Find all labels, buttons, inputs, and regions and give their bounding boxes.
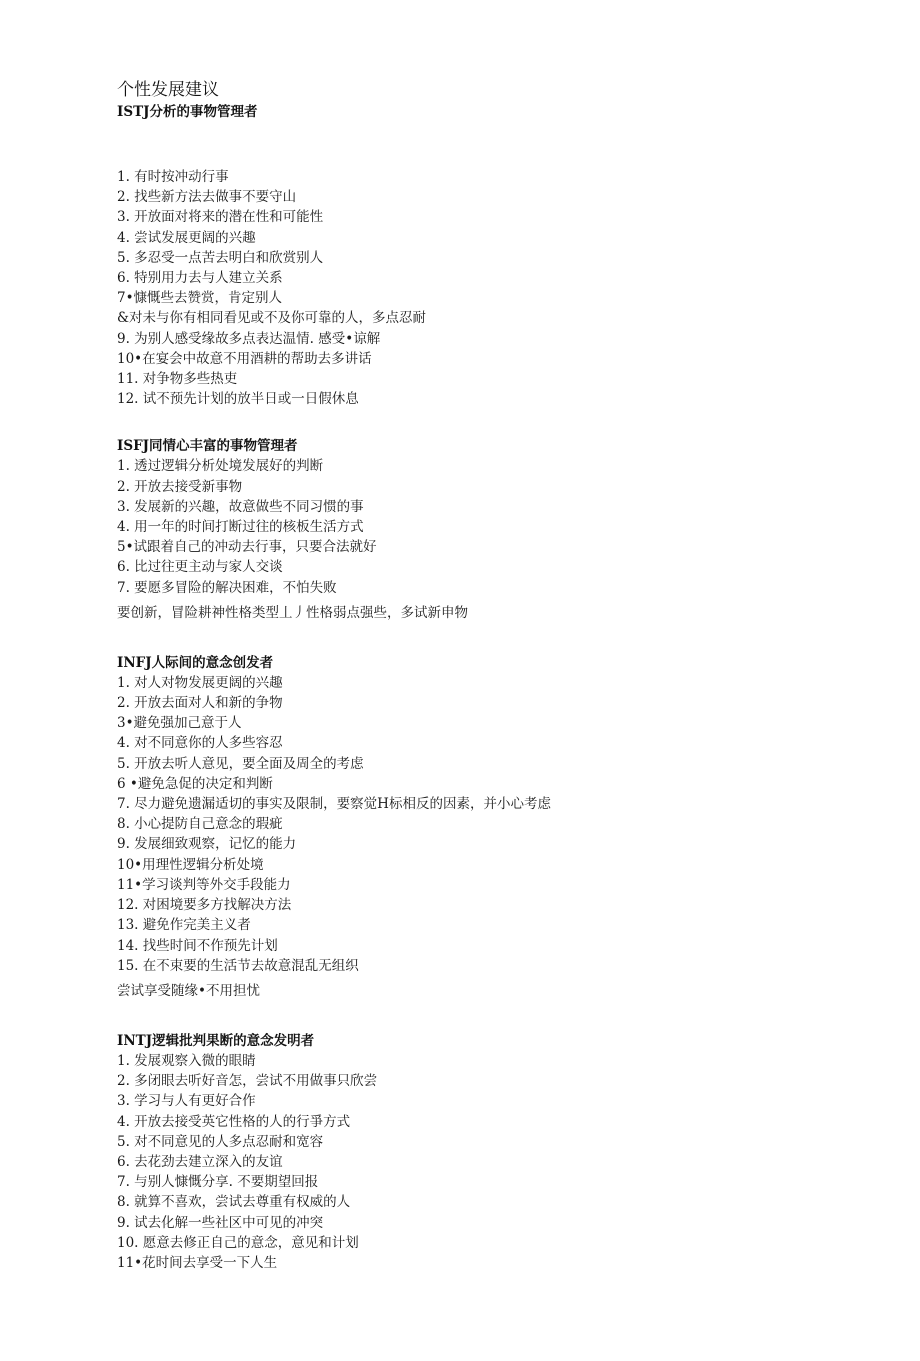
list-item: 1. 对人对物发展更阔的兴趣 — [117, 674, 283, 691]
list-item: 1. 有时按冲动行事 — [117, 169, 229, 185]
list-item: 8. 就算不喜欢，尝试去尊重有权威的人 — [117, 1194, 351, 1211]
document-title: 个性发展建议 — [117, 80, 219, 100]
advice-list — [117, 673, 877, 976]
section-note: 尝试享受随缘•不用担忧 — [117, 982, 260, 999]
list-item: 9. 发展细致观察，记忆的能力 — [117, 836, 297, 853]
list-item: 12. 对困境要多方找解决方法 — [117, 897, 292, 914]
list-item: 5. 开放去听人意见，要全面及周全的考虑 — [117, 755, 364, 772]
list-item: 9. 为别人感受缘故多点表达温情. 感受•谅解 — [117, 330, 381, 347]
list-item: 2. 多闭眼去听好音怎，尝试不用做事只欣尝 — [117, 1073, 378, 1090]
list-item: 5. 多忍受一点苦去明白和欣赏别人 — [117, 249, 324, 266]
advice-list — [117, 167, 877, 409]
list-item: 2. 开放去面对人和新的争物 — [117, 695, 283, 712]
list-item: 11. 对争物多些热吏 — [117, 371, 238, 388]
section-heading: INTJ逻辑批判果断的意念发明者 — [117, 1032, 315, 1049]
section-heading: ISFJ同情心丰富的事物管理者 — [117, 438, 298, 455]
list-item: 6. 特别用力去与人建立关系 — [117, 270, 283, 287]
list-item: &对未与你有相同看见或不及你可靠的人，多点忍耐 — [117, 310, 427, 327]
list-item: 7. 要愿多冒险的解决困难，不怕失败 — [117, 579, 337, 596]
section-heading: ISTJ分析的事物管理者 — [117, 104, 258, 120]
list-item: 3. 学习与人有更好合作 — [117, 1093, 256, 1110]
list-item: 13. 避免作完美主义者 — [117, 917, 251, 934]
list-item: 6 •避免急促的决定和判断 — [117, 775, 273, 792]
list-item: 10•用理性逻辑分析处境 — [117, 856, 264, 873]
list-item: 10. 愿意去修正自己的意念，意见和计划 — [117, 1234, 359, 1251]
list-item: 3. 发展新的兴趣，故意做些不同习惯的事 — [117, 498, 364, 515]
list-item: 1. 发展观察入微的眼睛 — [117, 1052, 256, 1069]
list-item: 14. 找些时间不作预先计划 — [117, 937, 278, 954]
list-item: 1. 透过逻辑分析处境发展好的判断 — [117, 458, 324, 475]
list-item: 10•在宴会中故意不用酒耕的帮助去多讲话 — [117, 350, 372, 367]
list-item: 11•花时间去享受一下人生 — [117, 1254, 278, 1271]
section-infj — [117, 653, 877, 1001]
list-item: 11•学习谈判等外交手段能力 — [117, 876, 291, 893]
list-item: 6. 比过往更主动与家人交谈 — [117, 559, 283, 576]
list-item: 4. 尝试发展更阔的兴趣 — [117, 229, 256, 246]
list-item: 7. 尽力避免遗漏适切的事实及限制，要察觉H标相反的因素，并小心考虑 — [117, 796, 551, 813]
section-note: 要创新，冒险耕神性格类型丄丿性格弱点强些，多试新申物 — [117, 604, 468, 621]
list-item: 3•避免强加己意于人 — [117, 715, 242, 732]
list-item: 9. 试去化解一些社区中可见的冲突 — [117, 1214, 324, 1231]
list-item: 5•试跟着自己的冲动去行事，只要合法就好 — [117, 539, 377, 556]
document-page — [117, 78, 877, 1273]
section-intj — [117, 1031, 877, 1273]
list-item: 7. 与别人慷慨分享. 不要期望回报 — [117, 1174, 319, 1191]
list-item: 3. 开放面对将来的潜在性和可能性 — [117, 209, 324, 226]
list-item: 12. 试不预先计划的放半日或一日假休息 — [117, 391, 359, 408]
list-item: 4. 对不同意你的人多些容忍 — [117, 735, 283, 752]
section-istj — [117, 102, 877, 409]
advice-list — [117, 456, 877, 597]
list-item: 7•慷慨些去赞赏，肯定别人 — [117, 290, 283, 307]
section-isfj — [117, 436, 877, 622]
list-item: 2. 找些新方法去做事不要守山 — [117, 189, 297, 206]
advice-list — [117, 1051, 877, 1273]
list-item: 4. 用一年的时间打断过往的核板生活方式 — [117, 519, 364, 536]
list-item: 2. 开放去接受新事物 — [117, 478, 243, 495]
list-item: 6. 去花劲去建立深入的友谊 — [117, 1153, 283, 1170]
list-item: 4. 开放去接受英它性格的人的行爭方式 — [117, 1113, 351, 1130]
list-item: 15. 在不束要的生活节去故意混乱无组织 — [117, 957, 359, 974]
list-item: 5. 对不同意见的人多点忍耐和宽容 — [117, 1133, 324, 1150]
list-item: 8. 小心提防自己意念的瑕疵 — [117, 816, 283, 833]
section-heading: INFJ人际间的意念创发者 — [117, 654, 274, 671]
